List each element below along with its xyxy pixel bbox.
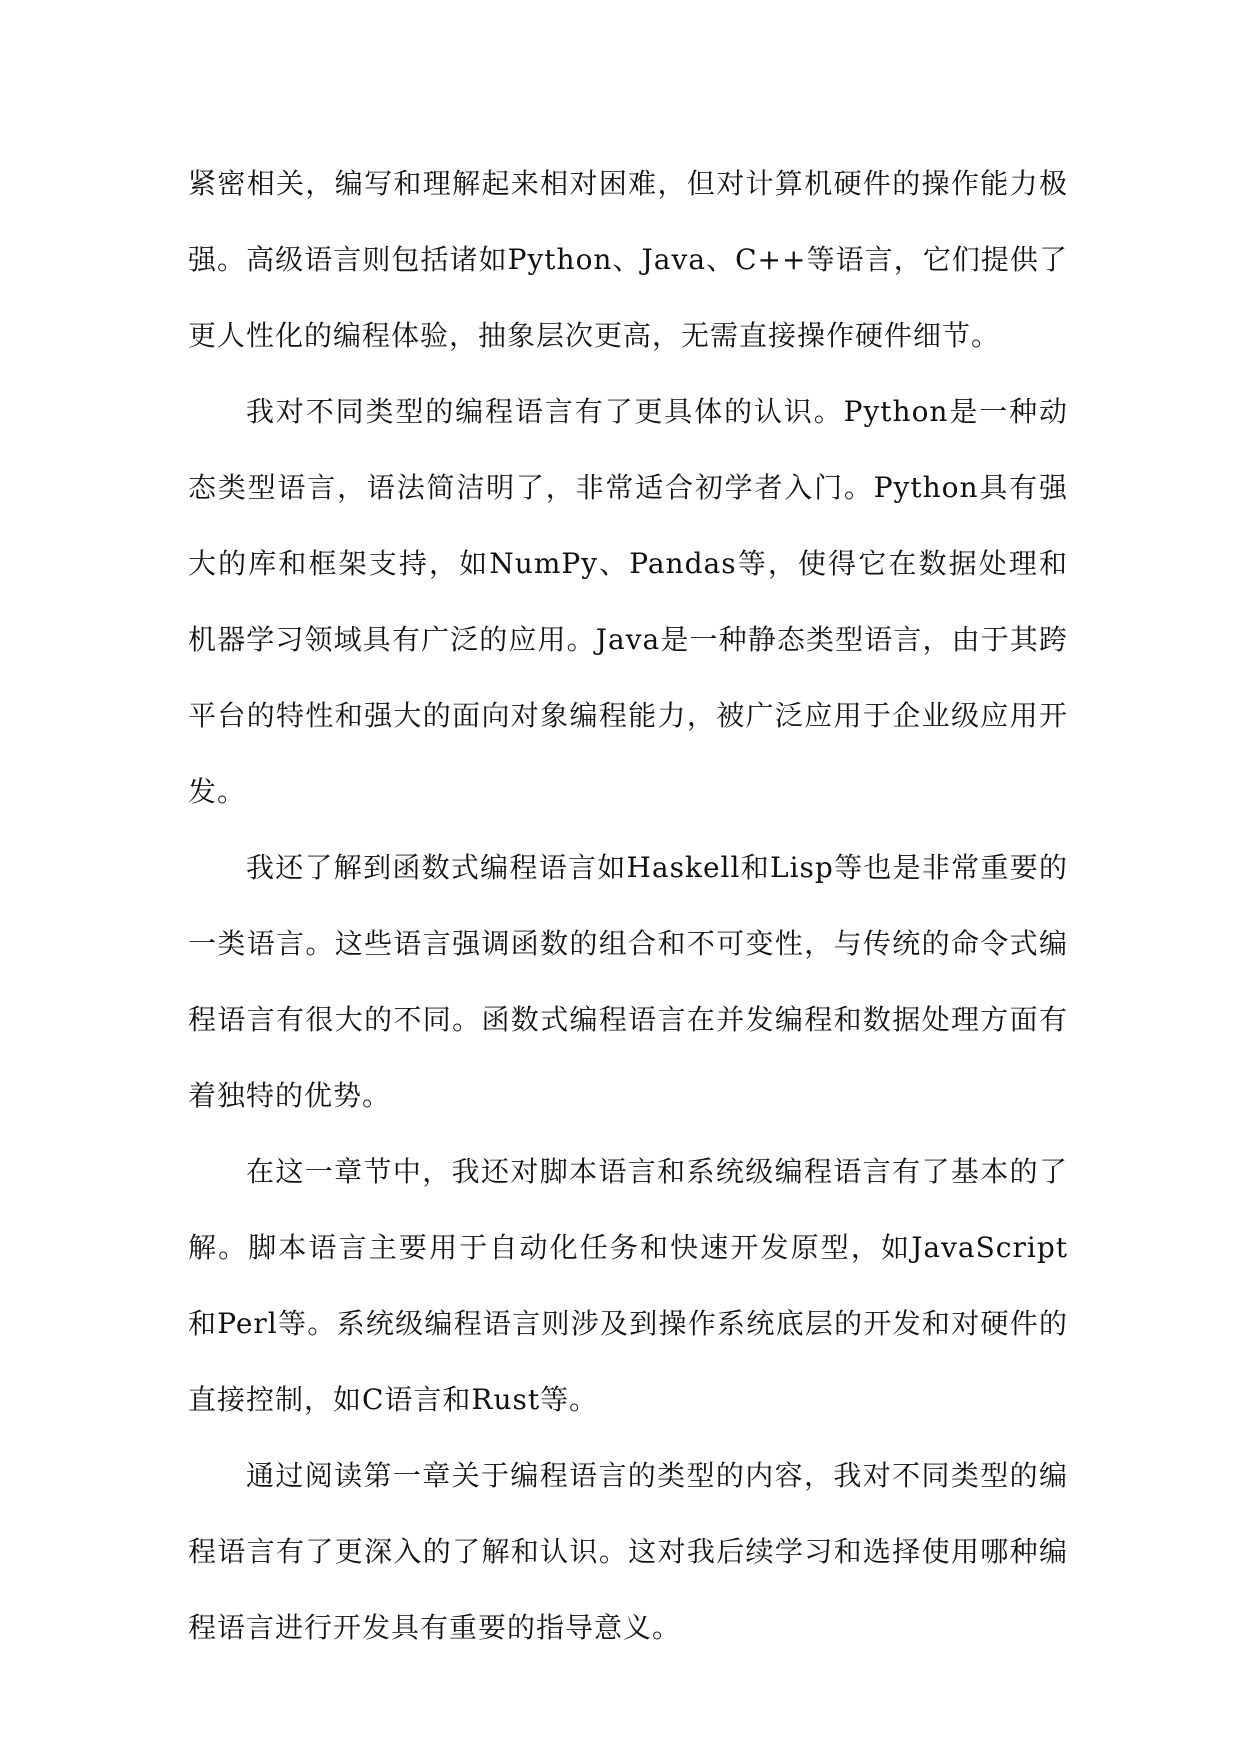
paragraph-1: 紧密相关，编写和理解起来相对困难，但对计算机硬件的操作能力极强。高级语言则包括诸如Python、Java、C++等语言，它们提供了更人性化的编程体验，抽象层次更高，无需直接操作硬件细节。 [188,167,1068,352]
body-text [188,146,1068,1666]
paragraph-4: 在这一章节中，我还对脚本语言和系统级编程语言有了基本的了解。脚本语言主要用于自动化任务和快速开发原型，如JavaScript和Perl等。系统级编程语言则涉及到操作系统底层的开发和对硬件的直接控制，如C语言和Rust等。 [188,1155,1068,1416]
paragraph-2: 我对不同类型的编程语言有了更具体的认识。Python是一种动态类型语言，语法简洁明了，非常适合初学者入门。Python具有强大的库和框架支持，如NumPy、Pandas等，使得它在数据处理和机器学习领域具有广泛的应用。Java是一种静态类型语言，由于其跨平台的特性和强大的面向对象编程能力，被广泛应用于企业级应用开发。 [188,395,1068,808]
paragraph-3: 我还了解到函数式编程语言如Haskell和Lisp等也是非常重要的一类语言。这些语言强调函数的组合和不可变性，与传统的命令式编程语言有很大的不同。函数式编程语言在并发编程和数据处理方面有着独特的优势。 [188,851,1068,1112]
paragraph-5: 通过阅读第一章关于编程语言的类型的内容，我对不同类型的编程语言有了更深入的了解和认识。这对我后续学习和选择使用哪种编程语言进行开发具有重要的指导意义。 [188,1459,1068,1644]
